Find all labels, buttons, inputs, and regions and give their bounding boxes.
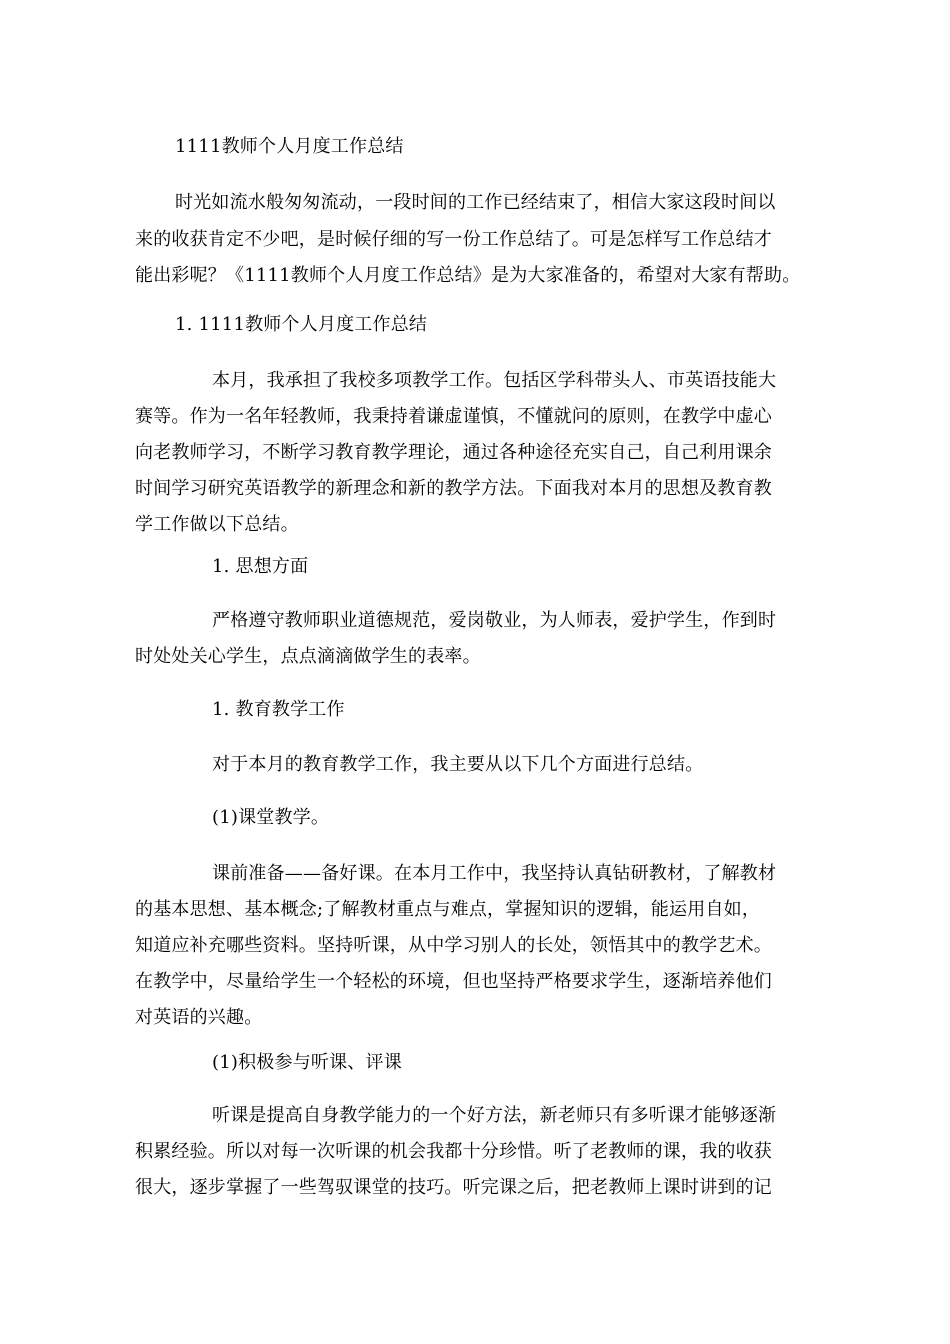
para2-line-2: 时处处关心学生，点点滴滴做学生的表率。: [135, 646, 481, 667]
para5-line-1: 听课是提高自身教学能力的一个好方法，新老师只有多听课才能够逐渐: [212, 1105, 777, 1126]
para1-line-1: 本月，我承担了我校多项教学工作。包括区学科带头人、市英语技能大: [212, 370, 777, 391]
para3-line: 对于本月的教育教学工作，我主要从以下几个方面进行总结。: [212, 754, 704, 775]
para1-line-3: 向老教师学习，不断学习教育教学理论，通过各种途径充实自己，自己利用课余: [135, 442, 772, 463]
section-heading: 1. 1111教师个人月度工作总结: [175, 314, 428, 335]
para5-line-3: 很大，逐步掌握了一些驾驭课堂的技巧。听完课之后，把老教师上课时讲到的记: [135, 1177, 772, 1198]
para5-line-2: 积累经验。所以对每一次听课的机会我都十分珍惜。听了老教师的课，我的收获: [135, 1141, 772, 1162]
para4-line-4: 在教学中，尽量给学生一个轻松的环境，但也坚持严格要求学生，逐渐培养他们: [135, 971, 772, 992]
document-title: 1111教师个人月度工作总结: [175, 136, 404, 157]
para4-line-3: 知道应补充哪些资料。坚持听课，从中学习别人的长处，领悟其中的教学艺术。: [135, 935, 772, 956]
heading-teaching: 1. 教育教学工作: [212, 699, 345, 720]
intro-line-2: 来的收获肯定不少吧，是时候仔细的写一份工作总结了。可是怎样写工作总结才: [135, 229, 772, 250]
heading-thought: 1. 思想方面: [212, 556, 309, 577]
intro-line-1: 时光如流水般匆匆流动，一段时间的工作已经结束了，相信大家这段时间以: [175, 192, 776, 213]
para1-line-2: 赛等。作为一名年轻教师，我秉持着谦虚谨慎，不懂就问的原则，在教学中虚心: [135, 406, 772, 427]
sub-heading-listen: (1)积极参与听课、评课: [212, 1052, 402, 1073]
para1-line-5: 学工作做以下总结。: [135, 514, 299, 535]
para4-line-5: 对英语的兴趣。: [135, 1007, 263, 1028]
para4-line-1: 课前准备——备好课。在本月工作中，我坚持认真钻研教材，了解教材: [212, 863, 777, 884]
sub-heading-classroom: (1)课堂教学。: [212, 807, 330, 828]
intro-line-3: 能出彩呢？《1111教师个人月度工作总结》是为大家准备的，希望对大家有帮助。: [135, 265, 801, 286]
para2-line-1: 严格遵守教师职业道德规范，爱岗敬业，为人师表，爱护学生，作到时: [212, 610, 777, 631]
para1-line-4: 时间学习研究英语教学的新理念和新的教学方法。下面我对本月的思想及教育教: [135, 478, 772, 499]
para4-line-2: 的基本思想、基本概念;了解教材重点与难点，掌握知识的逻辑，能运用自如，: [135, 899, 761, 920]
